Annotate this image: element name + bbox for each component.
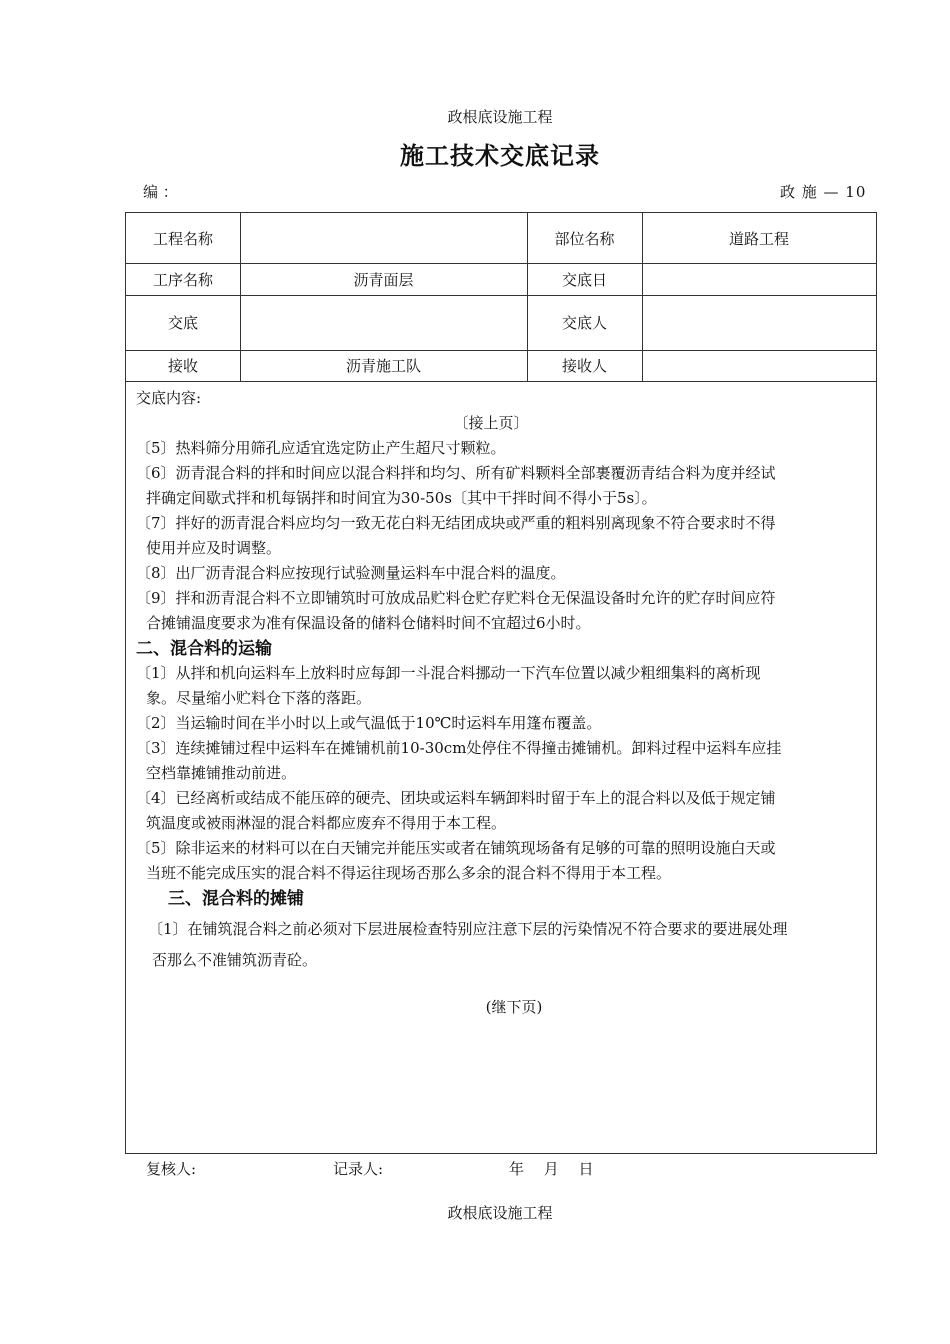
part-name-label: 部位名称 [554, 229, 615, 248]
disclosure-date-label: 交底日 [561, 270, 607, 289]
transport-item-1-line1: 〔1〕从拌和机向运料车上放料时应每卸一斗混合料挪动一下汽车位置以减少粗细集料的离析现 [136, 664, 761, 682]
item-7-line2: 使用并应及时调整。 [146, 539, 282, 557]
content-label: 交底内容: [136, 389, 202, 407]
transport-item-1-line2: 象。尽量缩小贮料仓下落的落距。 [146, 689, 372, 707]
item-7-line1: 〔7〕拌好的沥青混合料应均匀一致无花白料无结团成块或严重的粗料别离现象不符合要求时不得 [136, 514, 776, 532]
discloser-label: 交底人 [561, 314, 607, 332]
process-name-value: 沥青面层 [353, 270, 414, 289]
transport-item-5-line2: 当班不能完成压实的混合料不得运往现场否那么多余的混合料不得用于本工程。 [146, 864, 672, 882]
process-name-label: 工序名称 [152, 270, 213, 289]
project-name-value [240, 213, 527, 263]
transport-item-3-line2: 空档靠摊铺推动前进。 [146, 764, 297, 782]
continued-next-note: (继下页) [485, 998, 543, 1016]
section-2-heading: 二、混合料的运输 [136, 639, 272, 658]
item-9-line1: 〔9〕拌和沥青混合料不立即铺筑时可放成品贮料仓贮存贮料仓无保温设备时允许的贮存时间应符 [136, 589, 776, 607]
discloser-value [642, 295, 876, 350]
serial-label: 编 ： [143, 183, 178, 201]
receiver-unit-label: 接收 [167, 357, 198, 375]
item-6-line2: 拌确定间歇式拌和机每锅拌和时间宜为30-50s〔其中干拌时间不得小于5s〕。 [146, 489, 657, 507]
item-8: 〔8〕出厂沥青混合料应按现行试验测量运料车中混合料的温度。 [136, 564, 566, 582]
org-footer: 政根底设施工程 [447, 1204, 553, 1222]
item-6-line1: 〔6〕沥青混合料的拌和时间应以混合料拌和均匀、所有矿料颗料全部裹覆沥青结合料为度并经试 [136, 464, 776, 482]
item-5: 〔5〕热料筛分用筛孔应适宜选定防止产生超尺寸颗粒。 [136, 439, 506, 457]
disclosure-label: 交底 [167, 314, 198, 332]
row-divider [126, 381, 876, 382]
part-name-value: 道路工程 [728, 229, 789, 248]
continued-from-note: 〔接上页〕 [453, 414, 529, 432]
org-header: 政根底设施工程 [447, 108, 553, 126]
section-3-heading: 三、混合料的摊铺 [168, 889, 304, 908]
receiver-label: 接收人 [561, 357, 607, 375]
project-name-label: 工程名称 [152, 229, 213, 248]
date-label: 年 月 日 [509, 1160, 594, 1178]
transport-item-4-line2: 筑温度或被雨淋湿的混合料都应废弃不得用于本工程。 [146, 814, 507, 832]
disclosure-date-value [642, 263, 876, 295]
reviewer-label: 复核人: [146, 1160, 197, 1178]
receiver-unit-value: 沥青施工队 [345, 357, 421, 375]
item-9-line2: 合摊铺温度要求为准有保温设备的储料仓储料时间不宜超过6小时。 [146, 614, 591, 632]
transport-item-4-line1: 〔4〕已经离析或结成不能压碎的硬壳、团块或运料车辆卸料时留于车上的混合料以及低于规定铺 [136, 789, 776, 807]
disclosure-value [240, 295, 527, 350]
transport-item-3-line1: 〔3〕连续摊铺过程中运料车在摊铺机前10-30cm处停住不得撞击摊铺机。卸料过程中运料车应挂 [136, 739, 782, 757]
transport-item-5-line1: 〔5〕除非运来的材料可以在白天铺完并能压实或者在铺筑现场备有足够的可靠的照明设施白天或 [136, 839, 776, 857]
disclosure-content [136, 386, 866, 1020]
page-title: 施工技术交底记录 [400, 141, 600, 170]
paving-item-1-line1: 〔1〕在铺筑混合料之前必须对下层进展检查特别应注意下层的污染情况不符合要求的要进展处理 [148, 920, 788, 938]
form-code: 政 施 — 10 [780, 183, 867, 201]
transport-item-2: 〔2〕当运输时间在半小时以上或气温低于10℃时运料车用篷布覆盖。 [136, 714, 602, 732]
recorder-label: 记录人: [333, 1160, 384, 1178]
paving-item-1-line2: 否那么不准铺筑沥青砼。 [152, 951, 318, 969]
receiver-value [642, 350, 876, 381]
